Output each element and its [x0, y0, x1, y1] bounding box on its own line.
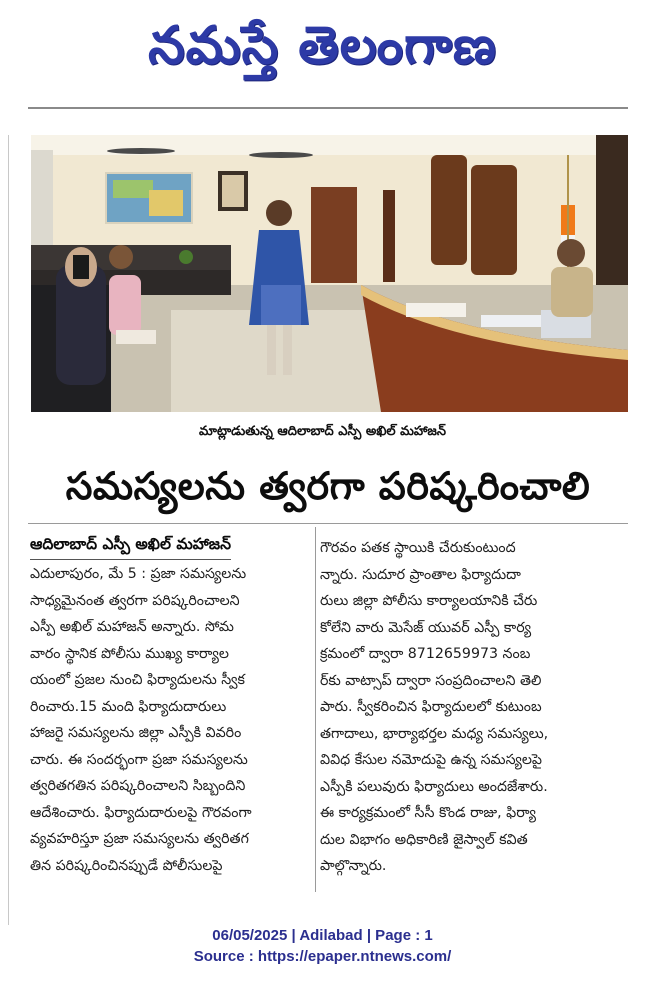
body-line: పాల్గొన్నారు. — [320, 858, 387, 874]
article-column-left — [30, 530, 312, 879]
masthead-divider — [28, 107, 628, 109]
photo-caption: మాట్లాడుతున్న ఆదిలాబాద్ ఎస్పీ అఖిల్ మహాజన్ — [199, 424, 446, 439]
column-divider — [315, 527, 316, 892]
body-line: కోలేని వారు మెసేజ్ యువర్ ఎస్పీ కార్య — [320, 619, 532, 636]
body-line: హాజరై సమస్యలను జిల్లా ఎస్పీకి వివరిం — [30, 725, 242, 741]
edition-info: 06/05/2025 | Adilabad | Page : 1 — [212, 927, 433, 944]
body-line: రులు జిల్లా పోలీసు కార్యాలయానికి చేరు — [320, 593, 538, 609]
headline-divider — [28, 523, 628, 524]
headline: సమస్యలను త్వరగా పరిష్కరించాలి — [65, 464, 591, 508]
body-line: యంలో ప్రజల నుంచి ఫిర్యాదులను స్వీక — [30, 672, 245, 688]
source-link[interactable]: Source : https://epaper.ntnews.com/ — [193, 948, 452, 965]
news-photo — [31, 135, 628, 412]
body-line: న్నారు. సుదూర ప్రాంతాల ఫిర్యాదుదా — [320, 566, 521, 583]
masthead-logo: నమస్తే తెలంగాణ — [148, 16, 497, 76]
body-line: గౌరవం పతక స్థాయికి చేరుకుంటుంద — [320, 540, 516, 556]
body-line: ఆదేశించారు. ఫిర్యాదుదారులపై గౌరవంగా — [30, 804, 252, 821]
body-line: వ్యవహరిస్తూ ప్రజా సమస్యలను త్వరితగ — [30, 831, 249, 847]
body-line: వివిధ కేసుల నమోదుపై ఉన్న సమస్యలపై — [320, 752, 543, 768]
body-line: ఎదులాపురం, మే 5 : ప్రజా సమస్యలను — [30, 566, 247, 582]
body-line: ఎస్పీ అఖిల్ మహాజన్ అన్నారు. సోమ — [30, 619, 234, 635]
body-line: ఎస్పీకి పలువురు ఫిర్యాదులు అందజేశారు. — [320, 778, 548, 795]
body-line: దుల విభాగం అధికారిణి జైస్వాల్ కవిత — [320, 831, 528, 848]
body-line: రించారు.15 మంది ఫిర్యాదుదారులు — [30, 698, 227, 715]
masthead — [0, 0, 645, 92]
body-line: ర్‌కు వాట్సాప్ ద్వారా సంప్రదించాలని తెలి — [320, 672, 542, 689]
footer — [0, 925, 645, 967]
body-line: త్వరితగతిన పరిష్కరించాలని సిబ్బందిని — [30, 778, 246, 794]
body-line: తగాదాలు, భార్యాభర్తల మధ్య సమస్యలు, — [320, 725, 549, 742]
page-edge-line — [8, 135, 9, 925]
byline: ఆదిలాబాద్ ఎస్పీ అఖిల్ మహాజన్ — [30, 530, 231, 560]
body-line: సాధ్యమైనంత త్వరగా పరిష్కరించాలని — [30, 592, 240, 609]
body-line: క్రమంలో ద్వారా 8712659973 నంబ — [320, 646, 531, 662]
body-line: ఈ కార్యక్రమంలో సీసీ కొండ రాజు, ఫిర్యా — [320, 805, 537, 821]
body-line: చారు. ఈ సందర్భంగా ప్రజా సమస్యలను — [30, 751, 248, 768]
body-line: తిన పరిష్కరించినప్పుడే పోలీసులపై — [30, 857, 223, 874]
body-line: వారం స్థానిక పోలీసు ముఖ్య కార్యాల — [30, 645, 229, 662]
article-column-right — [320, 535, 628, 880]
body-line: పారు. స్వీకరించిన ఫిర్యాదులలో కుటుంబ — [320, 699, 542, 715]
